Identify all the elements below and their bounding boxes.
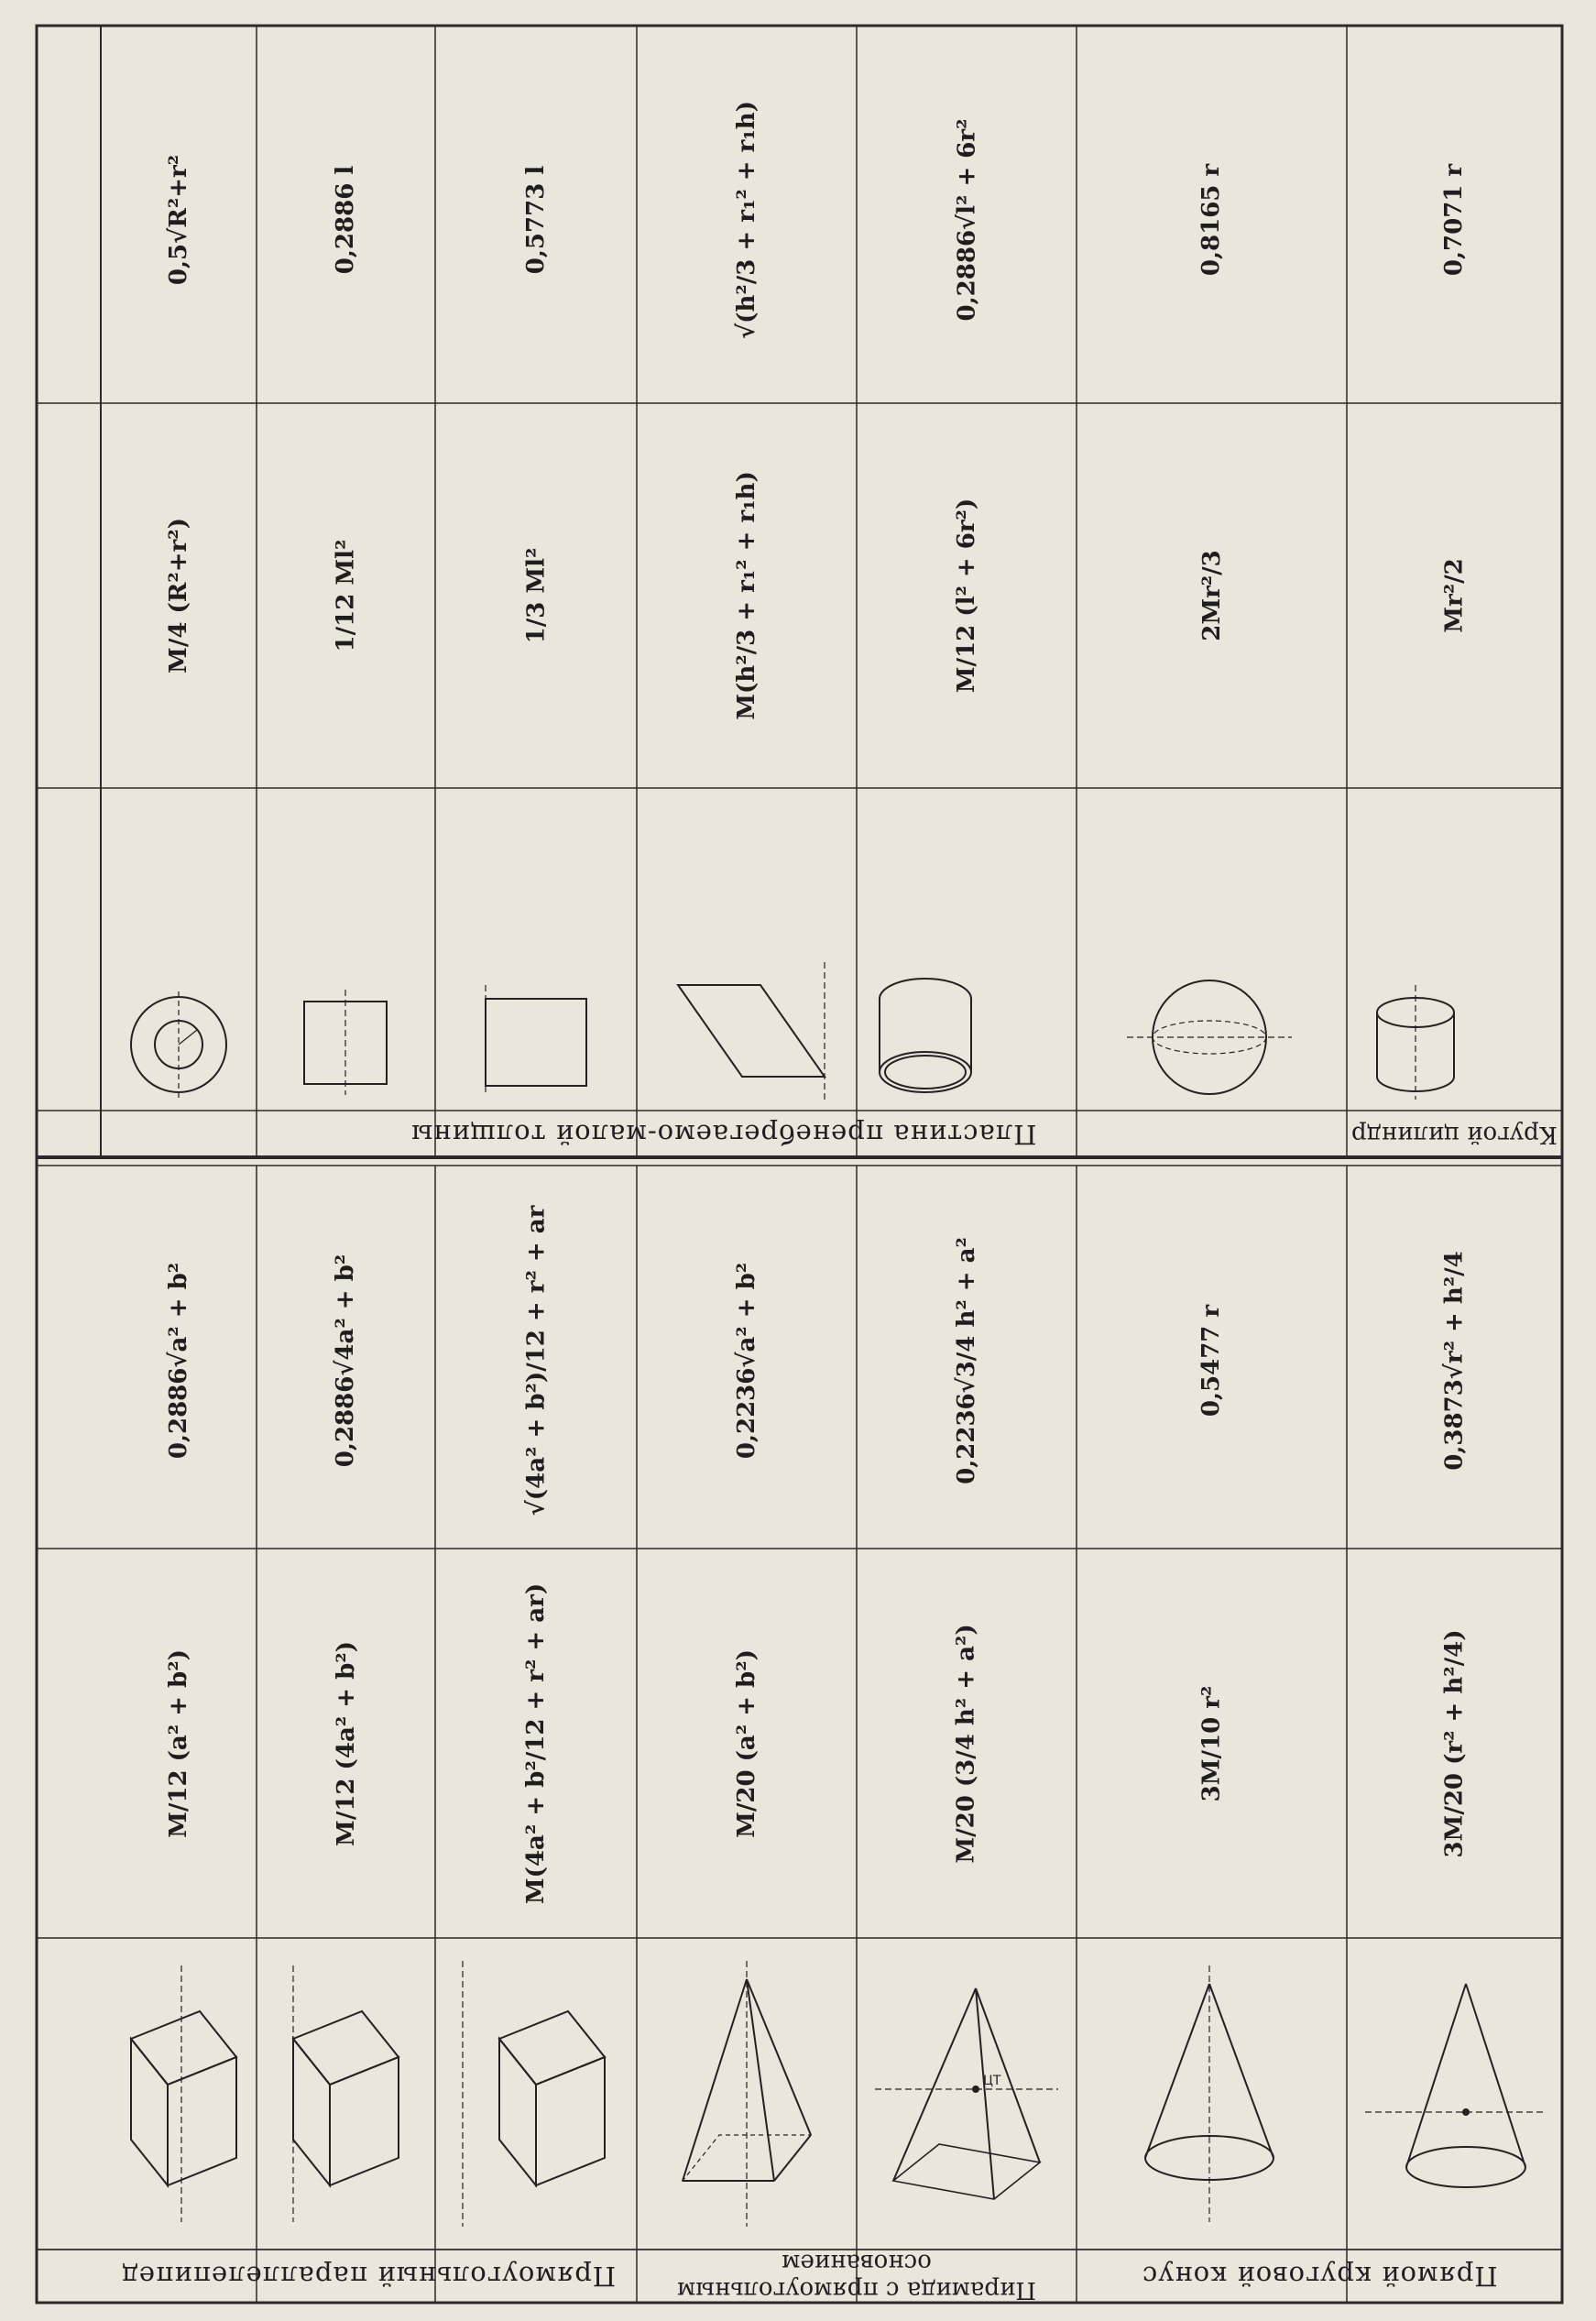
moment-text: 1/12 Ml² (332, 539, 360, 652)
moment-cell-r5 (857, 403, 1077, 788)
radius-cell-b7 (1347, 1173, 1562, 1549)
moment-cell-b6 (1077, 1549, 1347, 1938)
radius-cell-r1 (101, 37, 257, 403)
moment-text: M/12 (4a² + b²) (332, 1640, 360, 1846)
radius-cell-r3 (435, 37, 637, 403)
moment-text: M/20 (a² + b²) (733, 1648, 760, 1838)
cone-cg-axis-figure (1356, 1956, 1553, 2231)
moment-text: M/12 (l² + 6r²) (952, 498, 980, 694)
radius-text: 0,2886√l² + 6r² (953, 118, 980, 322)
moment-cell-b1 (101, 1549, 257, 1938)
radius-text: 0,2886 l (332, 165, 360, 275)
annular-plate-figure (105, 990, 252, 1100)
radius-cell-b3 (435, 1173, 637, 1549)
radius-text: 0,2236√3/4 h² + a² (953, 1237, 980, 1484)
moment-text: 2Mr²/3 (1197, 550, 1226, 641)
moment-cell-b3 (435, 1549, 637, 1938)
group-label-thin-plate: Пластина пренебрегаемо-малой толщины (410, 1118, 1037, 1150)
group-label-pyramid: Пирамида с прямоугольным основанием (676, 2249, 1037, 2304)
radius-text: 0,5√R²+r² (165, 154, 192, 286)
moment-text: M(h²/3 + r₁² + r₁h) (733, 471, 761, 720)
moment-text: 3M/10 r² (1197, 1685, 1226, 1801)
moment-text: M(4a² + b²/12 + r² + ar) (522, 1582, 551, 1904)
moment-text: M/20 (3/4 h² + a²) (953, 1623, 981, 1864)
moment-cell-r4 (637, 403, 857, 788)
group-label-cylinder: Кругой цилиндр (1351, 1120, 1558, 1148)
box-edge-axis-figure (266, 1956, 426, 2231)
thin-cylindrical-shell-figure (870, 971, 1063, 1104)
group-label-cone: Прямой круговой конус (1141, 2261, 1498, 2292)
radius-text: 0,7071 r (1440, 163, 1469, 277)
moment-text: M/12 (a² + b²) (165, 1648, 192, 1838)
moment-cell-b7 (1347, 1549, 1562, 1938)
moment-text: M/4 (R²+r²) (164, 518, 192, 673)
sphere-figure (1099, 971, 1319, 1104)
solid-cylinder-figure (1361, 976, 1553, 1104)
moment-cell-b2 (257, 1549, 435, 1938)
moment-cell-r1 (101, 403, 257, 788)
thin-rect-plate-edge-figure (449, 980, 623, 1100)
box-offset-axis-figure (444, 1952, 628, 2236)
moment-cell-r6 (1077, 403, 1347, 788)
moment-cell-b4 (637, 1549, 857, 1938)
group-label-box: Прямоугольный параллелепипед (121, 2261, 617, 2292)
cone-vertical-axis-figure (1090, 1956, 1333, 2231)
box-center-axis-figure (108, 1956, 250, 2231)
moment-cell-r7 (1347, 403, 1562, 788)
radius-cell-r5 (857, 37, 1077, 403)
radius-text: 0,5773 l (522, 165, 550, 275)
moment-cell-r2 (257, 403, 435, 788)
radius-text: 0,8165 r (1197, 163, 1226, 277)
radius-cell-r4 (637, 37, 857, 403)
moment-text: Mr²/2 (1440, 558, 1469, 633)
radius-cell-r7 (1347, 37, 1562, 403)
radius-text: 0,5477 r (1197, 1304, 1226, 1418)
pyramid-cg-axis-figure (866, 1952, 1067, 2236)
moment-text: 1/3 Ml² (522, 547, 550, 644)
radius-cell-b5 (857, 1173, 1077, 1549)
parallelogram-plate-figure (650, 958, 843, 1104)
thin-rect-plate-figure (268, 985, 423, 1100)
radius-cell-b4 (637, 1173, 857, 1549)
moment-cell-r3 (435, 403, 637, 788)
radius-text: 0,3873√r² + h²/4 (1440, 1251, 1469, 1471)
pyramid-vertical-axis-figure (646, 1952, 847, 2236)
radius-text: 0,2886√4a² + b² (332, 1254, 360, 1468)
radius-cell-b2 (257, 1173, 435, 1549)
radius-cell-b1 (101, 1173, 257, 1549)
radius-cell-b6 (1077, 1173, 1347, 1549)
radius-cell-r2 (257, 37, 435, 403)
radius-text: 0,2886√a² + b² (165, 1262, 193, 1460)
moment-cell-b5 (857, 1549, 1077, 1938)
radius-text: √(4a² + b²)/12 + r² + ar (522, 1205, 550, 1516)
moment-text: 3M/20 (r² + h²/4) (1440, 1628, 1469, 1858)
radius-cell-r6 (1077, 37, 1347, 403)
svg-text:ЦТ: ЦТ (983, 2074, 1001, 2088)
radius-text: 0,2236√a² + b² (732, 1262, 760, 1460)
radius-text: √(h²/3 + r₁² + r₁h) (733, 101, 760, 339)
